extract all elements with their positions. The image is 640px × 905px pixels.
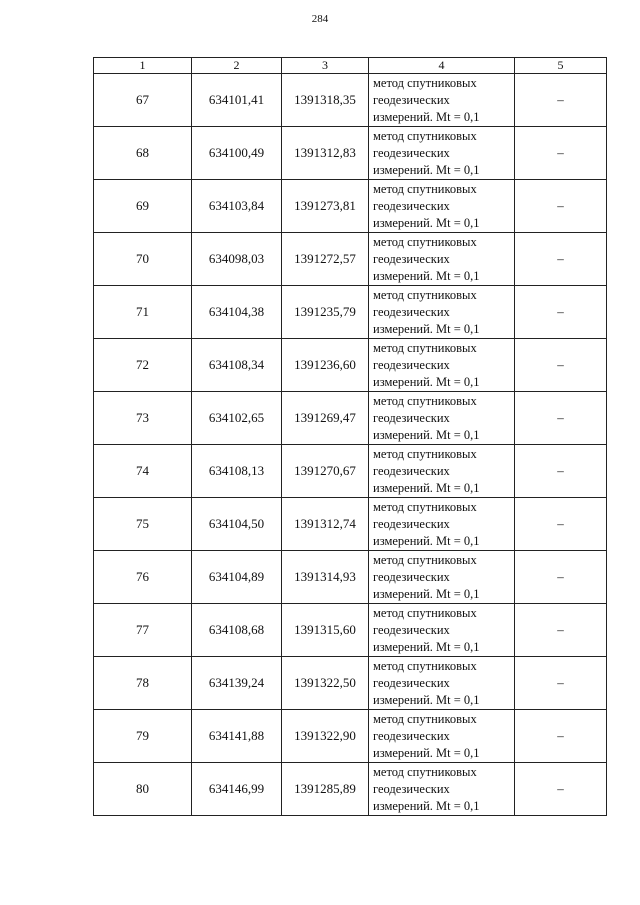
- note-cell: –: [515, 498, 607, 551]
- point-number: 77: [94, 604, 192, 657]
- method-line-1: метод спутниковых: [373, 340, 477, 355]
- method-line-1: метод спутниковых: [373, 234, 477, 249]
- coordinate-y: 1391270,67: [282, 445, 369, 498]
- coordinate-x: 634100,49: [192, 127, 282, 180]
- note-cell: –: [515, 339, 607, 392]
- coordinate-x: 634104,38: [192, 286, 282, 339]
- table-row: [94, 339, 607, 392]
- page-number: 284: [311, 13, 329, 25]
- coordinate-x: 634141,88: [192, 710, 282, 763]
- method-cell: [369, 445, 515, 498]
- note-cell: –: [515, 657, 607, 710]
- note-cell: –: [515, 74, 607, 127]
- point-number: 80: [94, 763, 192, 816]
- method-line-1: метод спутниковых: [373, 499, 477, 514]
- method-line-1: метод спутниковых: [373, 552, 477, 567]
- coordinate-y: 1391273,81: [282, 180, 369, 233]
- table-row: [94, 127, 607, 180]
- table-row: [94, 74, 607, 127]
- note-cell: –: [515, 286, 607, 339]
- header-col-4: 4: [369, 58, 515, 74]
- header-row: [94, 58, 607, 74]
- method-line-3: измерений. Mt = 0,1: [373, 162, 480, 177]
- method-line-3: измерений. Mt = 0,1: [373, 692, 480, 707]
- method-cell: [369, 657, 515, 710]
- method-cell: [369, 392, 515, 445]
- method-line-1: метод спутниковых: [373, 181, 477, 196]
- method-cell: [369, 763, 515, 816]
- note-cell: –: [515, 551, 607, 604]
- table-row: [94, 445, 607, 498]
- method-line-3: измерений. Mt = 0,1: [373, 586, 480, 601]
- method-line-1: метод спутниковых: [373, 446, 477, 461]
- coordinate-x: 634104,89: [192, 551, 282, 604]
- table-row: [94, 498, 607, 551]
- note-cell: –: [515, 710, 607, 763]
- coordinate-y: 1391318,35: [282, 74, 369, 127]
- coordinates-table: [93, 57, 607, 816]
- method-line-2: геодезических: [373, 675, 450, 690]
- note-cell: –: [515, 445, 607, 498]
- method-line-2: геодезических: [373, 251, 450, 266]
- coordinate-y: 1391314,93: [282, 551, 369, 604]
- method-line-1: метод спутниковых: [373, 75, 477, 90]
- table-row: [94, 604, 607, 657]
- coordinate-x: 634102,65: [192, 392, 282, 445]
- table-row: [94, 657, 607, 710]
- coordinate-x: 634108,68: [192, 604, 282, 657]
- table-row: [94, 710, 607, 763]
- method-line-1: метод спутниковых: [373, 711, 477, 726]
- point-number: 70: [94, 233, 192, 286]
- method-cell: [369, 498, 515, 551]
- header-col-3: 3: [282, 58, 369, 74]
- point-number: 78: [94, 657, 192, 710]
- method-line-2: геодезических: [373, 728, 450, 743]
- method-line-3: измерений. Mt = 0,1: [373, 480, 480, 495]
- method-line-3: измерений. Mt = 0,1: [373, 321, 480, 336]
- note-cell: –: [515, 392, 607, 445]
- method-line-2: геодезических: [373, 304, 450, 319]
- note-cell: –: [515, 763, 607, 816]
- point-number: 67: [94, 74, 192, 127]
- header-col-5: 5: [515, 58, 607, 74]
- coordinate-y: 1391312,83: [282, 127, 369, 180]
- point-number: 79: [94, 710, 192, 763]
- point-number: 75: [94, 498, 192, 551]
- coordinate-y: 1391315,60: [282, 604, 369, 657]
- header-col-2: 2: [192, 58, 282, 74]
- method-line-2: геодезических: [373, 198, 450, 213]
- point-number: 76: [94, 551, 192, 604]
- method-cell: [369, 286, 515, 339]
- coordinate-x: 634146,99: [192, 763, 282, 816]
- method-cell: [369, 339, 515, 392]
- coordinate-x: 634101,41: [192, 74, 282, 127]
- point-number: 71: [94, 286, 192, 339]
- method-line-3: измерений. Mt = 0,1: [373, 745, 480, 760]
- coordinate-x: 634139,24: [192, 657, 282, 710]
- coordinate-y: 1391236,60: [282, 339, 369, 392]
- method-line-1: метод спутниковых: [373, 128, 477, 143]
- coordinate-y: 1391322,50: [282, 657, 369, 710]
- method-line-2: геодезических: [373, 463, 450, 478]
- point-number: 74: [94, 445, 192, 498]
- method-cell: [369, 551, 515, 604]
- method-line-1: метод спутниковых: [373, 605, 477, 620]
- method-line-2: геодезических: [373, 569, 450, 584]
- method-line-2: геодезических: [373, 92, 450, 107]
- method-line-3: измерений. Mt = 0,1: [373, 798, 480, 813]
- table-row: [94, 392, 607, 445]
- method-cell: [369, 180, 515, 233]
- header-col-1: 1: [94, 58, 192, 74]
- method-cell: [369, 127, 515, 180]
- coordinate-y: 1391269,47: [282, 392, 369, 445]
- method-line-1: метод спутниковых: [373, 393, 477, 408]
- note-cell: –: [515, 127, 607, 180]
- method-cell: [369, 710, 515, 763]
- coordinate-x: 634108,13: [192, 445, 282, 498]
- table-row: [94, 233, 607, 286]
- note-cell: –: [515, 233, 607, 286]
- method-cell: [369, 233, 515, 286]
- point-number: 69: [94, 180, 192, 233]
- table-body: [94, 74, 607, 816]
- method-cell: [369, 74, 515, 127]
- coordinate-y: 1391322,90: [282, 710, 369, 763]
- method-line-2: геодезических: [373, 781, 450, 796]
- coordinate-y: 1391285,89: [282, 763, 369, 816]
- point-number: 72: [94, 339, 192, 392]
- coordinate-x: 634108,34: [192, 339, 282, 392]
- coordinate-x: 634098,03: [192, 233, 282, 286]
- method-line-3: измерений. Mt = 0,1: [373, 215, 480, 230]
- method-line-2: геодезических: [373, 516, 450, 531]
- coordinate-y: 1391235,79: [282, 286, 369, 339]
- table-row: [94, 763, 607, 816]
- method-line-3: измерений. Mt = 0,1: [373, 109, 480, 124]
- coordinate-y: 1391272,57: [282, 233, 369, 286]
- method-line-2: геодезических: [373, 145, 450, 160]
- table-row: [94, 551, 607, 604]
- note-cell: –: [515, 180, 607, 233]
- method-line-1: метод спутниковых: [373, 658, 477, 673]
- coordinate-x: 634103,84: [192, 180, 282, 233]
- point-number: 73: [94, 392, 192, 445]
- method-line-3: измерений. Mt = 0,1: [373, 268, 480, 283]
- table-row: [94, 286, 607, 339]
- coordinate-x: 634104,50: [192, 498, 282, 551]
- table-row: [94, 180, 607, 233]
- method-line-3: измерений. Mt = 0,1: [373, 639, 480, 654]
- method-line-1: метод спутниковых: [373, 764, 477, 779]
- table-header: [94, 58, 607, 74]
- method-line-3: измерений. Mt = 0,1: [373, 427, 480, 442]
- method-line-2: геодезических: [373, 357, 450, 372]
- coordinate-y: 1391312,74: [282, 498, 369, 551]
- method-line-3: измерений. Mt = 0,1: [373, 533, 480, 548]
- method-line-3: измерений. Mt = 0,1: [373, 374, 480, 389]
- method-line-2: геодезических: [373, 622, 450, 637]
- method-line-1: метод спутниковых: [373, 287, 477, 302]
- note-cell: –: [515, 604, 607, 657]
- point-number: 68: [94, 127, 192, 180]
- method-cell: [369, 604, 515, 657]
- method-line-2: геодезических: [373, 410, 450, 425]
